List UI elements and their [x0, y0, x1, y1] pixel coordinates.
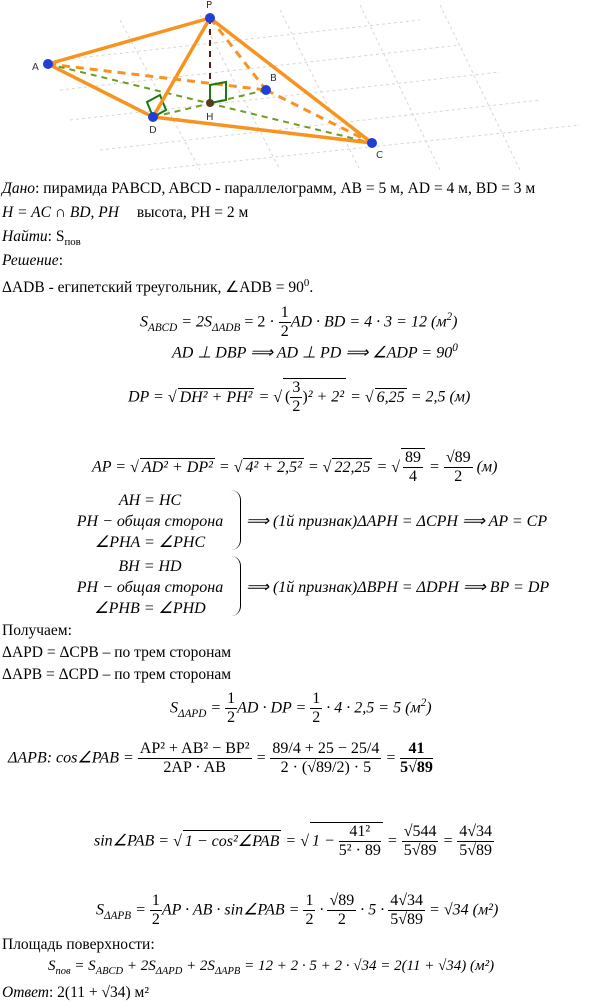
sin-f-den: 5² · 89 [338, 842, 381, 860]
surface-m1: = S [70, 958, 96, 974]
brace2-result: ⟹ (1й признак)ΔBPH = ΔDPH ⟹ BP = DP [246, 579, 550, 596]
sin-l: sin∠PAB = [94, 832, 174, 850]
sapb-frac1 [327, 892, 356, 930]
sin-root: 1 − cos²∠PAB [183, 830, 282, 851]
ap-f2-den: 2 [454, 468, 463, 486]
cos2-num: 89/4 + 25 − 25/4 [270, 740, 381, 759]
egypt-text: ΔADB - египетский треугольник, ∠ADB = 90 [2, 279, 304, 297]
sin-m: = [281, 832, 301, 850]
brace1-curly [230, 490, 241, 550]
eq-cos [8, 740, 433, 778]
cos-frac [138, 740, 252, 778]
solution-line [2, 252, 63, 270]
ap-rad3 [323, 459, 332, 476]
sapb-sub: ΔAPB [104, 909, 132, 922]
ap-root2: 4² + 2,5² [245, 458, 302, 476]
ap-m4: = [425, 458, 444, 476]
eq-s-abcd-m: = 2S [177, 313, 213, 331]
brace2-row-1: PH − общая сторона [76, 579, 224, 596]
half-den: 2 [280, 323, 289, 341]
dp-frac-den: 2 [292, 398, 301, 416]
sapb-half2-num: 1 [303, 892, 315, 911]
eq-s-abcd-l: S [140, 313, 148, 331]
sapd-sup: 2 [420, 697, 427, 710]
sapb-f1-num: √89 [327, 892, 356, 911]
sin-f2-num: √544 [402, 823, 439, 842]
edge-AD [48, 64, 153, 117]
ap-end: (м) [472, 458, 498, 476]
ap-frac-root [401, 448, 425, 487]
brace1-row-0: AH = HC [118, 492, 182, 509]
ap-f-num: 89 [403, 449, 423, 468]
sapb-r: AP · AB · sin∠PAB = [161, 901, 304, 919]
answer-line [2, 984, 149, 1002]
dp-end: = 2,5 (м) [406, 388, 471, 406]
sapb-half [150, 892, 162, 930]
grid-lines [60, 5, 580, 170]
eq-s-abcd-sub: ABCD [148, 321, 178, 334]
sin-frac2 [402, 823, 439, 861]
edge-AB-hidden [48, 64, 266, 90]
cos2-den: 2 · (√89/2) · 5 [280, 759, 372, 777]
eq-s-abcd-m2: = 2 · [240, 313, 279, 331]
sapb-r2: · 5 · [356, 901, 389, 919]
half-num: 1 [279, 304, 291, 323]
eq-sin [94, 822, 494, 861]
sin-frac3 [457, 823, 494, 861]
surface-s: S [48, 958, 56, 974]
eq-s-abcd-end: ) [452, 313, 458, 331]
sapd-half2-den: 2 [312, 709, 321, 727]
eq-surface [48, 958, 494, 977]
dp-m: = [254, 388, 274, 406]
brace2-curly [230, 556, 241, 616]
eq-dp [128, 378, 470, 417]
brace-block-2 [70, 556, 550, 620]
eq-sapd [170, 690, 432, 728]
sapd-half [225, 690, 237, 728]
eq-s-abcd [140, 304, 457, 342]
sin-f3-den: 5√89 [459, 842, 493, 860]
sapb-half2 [303, 892, 315, 930]
vertex-B [261, 85, 271, 95]
eq-perp [172, 342, 458, 362]
vertex-H [206, 99, 214, 107]
sapb-m: = [131, 901, 150, 919]
edge-DC [153, 117, 372, 143]
ap-frac2 [444, 449, 473, 487]
surface-s-sub: пов [55, 966, 71, 977]
ap-root: AD² + DP² [141, 458, 213, 476]
answer-text: : 2(11 + √34) м² [48, 984, 149, 1001]
label-B: B [270, 73, 277, 84]
surface-sub3: ΔAPB [214, 966, 241, 977]
sin-f2-den: 5√89 [403, 842, 437, 860]
brace2-row-0: BH = HD [118, 558, 182, 575]
brace-block-1 [70, 490, 548, 554]
surface-rest: = 12 + 2 · 5 + 2 · √34 = 2(11 + √34) (м²) [240, 958, 495, 974]
sin-rad [173, 833, 182, 850]
label-H: H [206, 112, 214, 123]
sapd-m: = [206, 699, 226, 717]
sapd-half-num: 1 [225, 690, 237, 709]
sapb-half-num: 1 [150, 892, 162, 911]
egypt-line [2, 274, 313, 297]
ap-l: AP = [92, 458, 131, 476]
vertex-P [205, 13, 215, 23]
sapb-f2-den: 5√89 [390, 911, 424, 929]
vertex-A [43, 59, 53, 69]
dp-rad3 [365, 389, 374, 406]
dp-rad2 [273, 389, 282, 406]
sin-root2-pre: 1 − [311, 832, 339, 850]
sin-f3-num: 4√34 [457, 823, 494, 842]
label-A: A [32, 62, 39, 73]
sapd-r2: · 4 · 2,5 = 5 (м [322, 699, 421, 717]
sapd-r: AD · DP = [237, 699, 311, 717]
cos-m2: = [381, 749, 401, 767]
answer-label: Ответ [2, 984, 49, 1001]
sapb-f1-den: 2 [337, 911, 346, 929]
label-P: P [206, 0, 213, 11]
eq-dp-l: DP = [128, 388, 168, 406]
find-line [2, 228, 81, 251]
sapb-frac2 [388, 892, 425, 930]
surface-m2: + 2S [123, 958, 156, 974]
solution-colon: : [58, 252, 63, 269]
cos-den: 2AP · AB [163, 759, 226, 777]
sin-m3: = [438, 832, 458, 850]
ap-m2: = [303, 458, 323, 476]
brace1-row-1: PH − общая сторона [76, 513, 224, 530]
dp-m2: = [346, 388, 365, 406]
cos-m: = [251, 749, 271, 767]
eq-s-abcd-sup: 2 [446, 311, 453, 324]
label-D: D [149, 125, 157, 136]
surface-sub2: ΔAPD [155, 966, 183, 977]
sin-m2: = [382, 832, 402, 850]
brace1-row-2: ∠PHA = ∠PHC [94, 534, 206, 551]
ap-rad4 [391, 459, 400, 476]
sapb-l: S [96, 901, 104, 919]
ap-root3: 22,25 [334, 458, 371, 476]
eq-s-abcd-sub2: ΔADB [212, 321, 241, 334]
sapd-half2 [310, 690, 322, 728]
label-C: C [376, 150, 383, 161]
ap-frac [403, 449, 423, 487]
sapd-half-den: 2 [227, 709, 236, 727]
vertex-C [367, 138, 377, 148]
given-text: : пирамида PABCD, ABCD - параллелограмм, AB = 5 м, AD = 4 м, BD = 3 м [35, 180, 536, 197]
sapb-half-den: 2 [151, 911, 160, 929]
sapb-end: = √34 (м²) [425, 901, 499, 919]
obtain-l2: ΔAPB = ΔCPD – по трем сторонам [2, 666, 232, 683]
given-line-1 [2, 180, 535, 198]
surface-label: Площадь поверхности: [2, 936, 155, 953]
solution-label: Решение [2, 252, 59, 269]
sapd-l: S [170, 699, 178, 717]
dp-root2: 6,25 [376, 388, 405, 406]
eq-half [279, 304, 291, 342]
sin-f-num: 41² [339, 823, 381, 842]
cos-l: ΔAPB: cos∠PAB = [8, 749, 138, 767]
dp-big-root: ( $\frac{3}{2}$ )² + 2² [285, 379, 345, 416]
vertex-D [148, 112, 158, 122]
dp-root: DH² + PH² [179, 388, 253, 406]
sapd-sub: ΔAPD [178, 707, 207, 720]
eq-perp-sup: 0 [452, 342, 458, 354]
surface-m3: + 2S [182, 958, 215, 974]
ap-rad2 [234, 459, 243, 476]
cos3-den: 5√89 [400, 759, 433, 777]
sin-rad2 [300, 833, 309, 850]
sin-big-root [310, 822, 383, 861]
eq-ap [92, 448, 497, 487]
sapd-end: ) [426, 699, 432, 717]
given-text2b: высота, PH = 2 м [136, 204, 249, 221]
ap-m3: = [372, 458, 392, 476]
dp-rad [168, 389, 177, 406]
cos-frac3 [400, 740, 433, 778]
find-sub: пов [64, 236, 81, 249]
given-line-2 [2, 204, 248, 222]
obtain-l1: ΔAPD = ΔCPB – по трем сторонам [2, 644, 232, 661]
given-text2: H = AC ∩ BD, PH [2, 204, 119, 221]
ap-rad [130, 459, 139, 476]
dp-frac [290, 379, 302, 417]
sapd-half2-num: 1 [310, 690, 322, 709]
find-text: : S [47, 228, 65, 245]
cos-num: AP² + AB² − BP² [138, 740, 252, 759]
eq-s-abcd-r: AD · BD = 4 · 3 = 12 (м [290, 313, 447, 331]
dp-frac-num: 3 [290, 379, 302, 398]
pyramid-figure [0, 0, 600, 175]
egypt-dot: . [309, 279, 314, 297]
sapb-f2-num: 4√34 [388, 892, 425, 911]
ap-f2-num: √89 [444, 449, 473, 468]
ap-m: = [214, 458, 234, 476]
obtain-label: Получаем: [2, 622, 72, 639]
egypt-sup: 0 [303, 277, 310, 289]
eq-sapb: $S_{\Delta APB}$ = $\frac{1}{2}$ AP · AB · sin∠PAB = $\frac{1}{2}$ · $\frac{√89}{2}$ · 5 · $\frac{4√34}{5√89}$ = √34 (м²) [96, 892, 499, 929]
sin-frac [339, 823, 381, 861]
cos-frac2 [270, 740, 381, 778]
brace1-result: ⟹ (1й признак)ΔAPH = ΔCPH ⟹ AP = CP [246, 513, 548, 530]
given-label: Дано [2, 180, 36, 197]
dp-r: ² + 2² [307, 388, 345, 406]
find-label: Найти [2, 228, 48, 245]
surface-sub1: ABCD [95, 966, 124, 977]
cos3-num: 41 [400, 740, 433, 759]
brace2-row-2: ∠PHB = ∠PHD [94, 600, 206, 617]
ap-f-den: 4 [409, 468, 418, 486]
eq-perp-text: AD ⊥ DBP ⟹ AD ⊥ PD ⟹ ∠ADP = 90 [172, 344, 453, 362]
sapb-half2-den: 2 [305, 911, 314, 929]
